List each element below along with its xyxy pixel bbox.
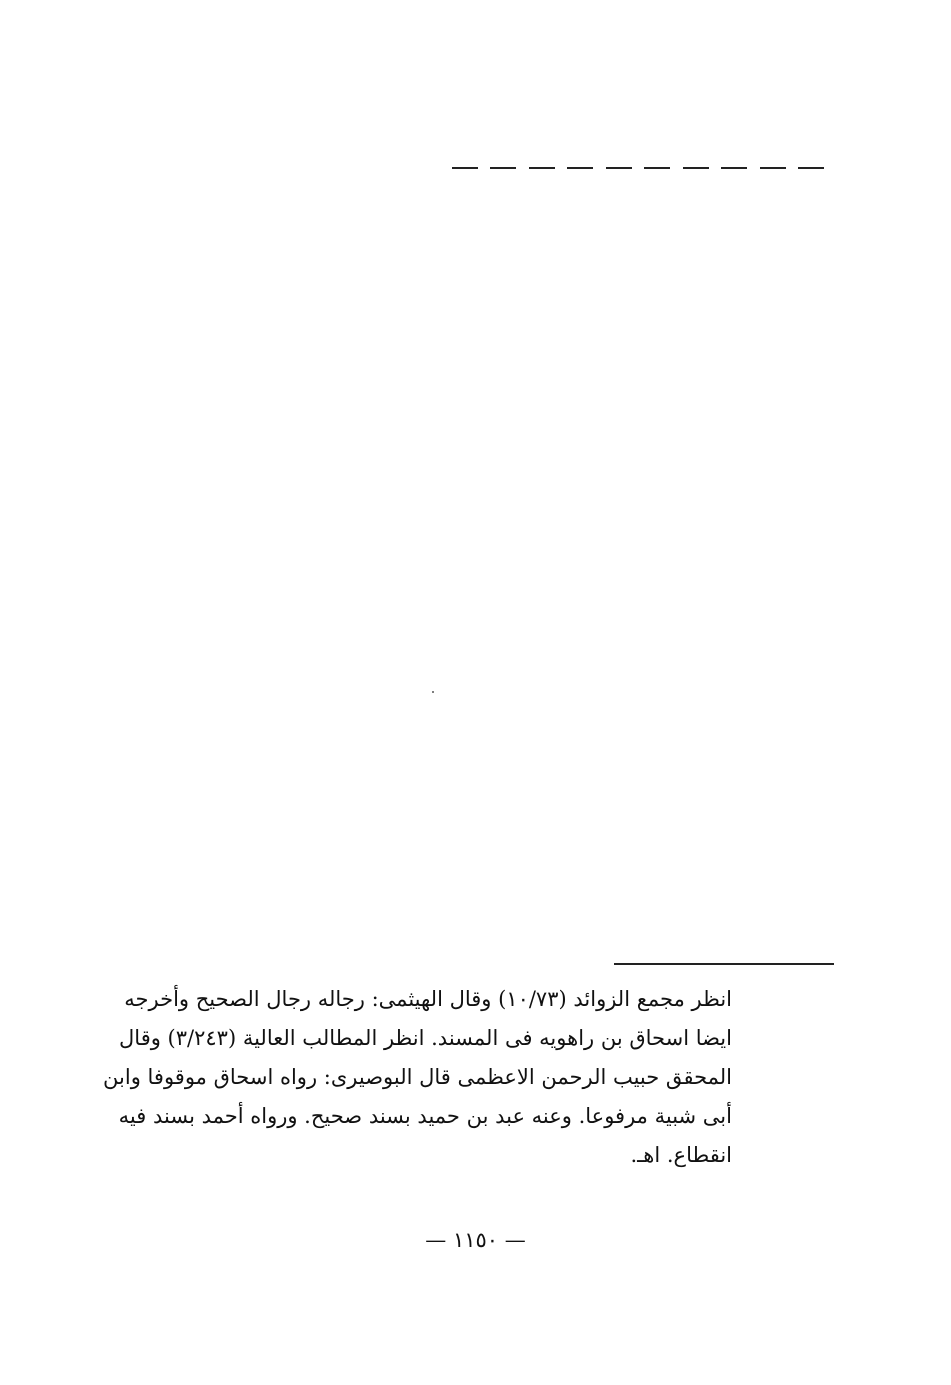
dash-segment	[529, 167, 555, 169]
dash-segment	[567, 167, 593, 169]
page-number: — ١١٥٠ —	[425, 1228, 526, 1252]
dash-segment	[452, 167, 478, 169]
dash-segment	[721, 167, 747, 169]
footnote-line: أبى شبية مرفوعا. وعنه عبد بن حميد بسند صحيح. ورواه أحمد بسند فيه	[118, 1104, 732, 1128]
footnote-rule	[614, 963, 834, 965]
footnote-line: المحقق حبيب الرحمن الاعظمى قال البوصيرى: رواه اسحاق موقوفا وابن	[103, 1065, 732, 1089]
footnote-line: ايضا اسحاق بن راهويه فى المسند. انظر المطالب العالية (٣/٢٤٣) وقال	[119, 1026, 732, 1050]
dash-segment	[683, 167, 709, 169]
footnote	[90, 980, 732, 1175]
scan-speck	[432, 691, 434, 693]
dash-segment	[644, 167, 670, 169]
dash-segment	[606, 167, 632, 169]
dash-segment	[490, 167, 516, 169]
footnote-line: انظر مجمع الزوائد (١٠/٧٣) وقال الهيثمى: رجاله رجال الصحيح وأخرجه	[124, 987, 732, 1011]
dash-segment	[760, 167, 786, 169]
dash-segment	[798, 167, 824, 169]
dashed-separator	[452, 166, 824, 170]
footnote-line: انقطاع. اهـ.	[630, 1143, 732, 1167]
